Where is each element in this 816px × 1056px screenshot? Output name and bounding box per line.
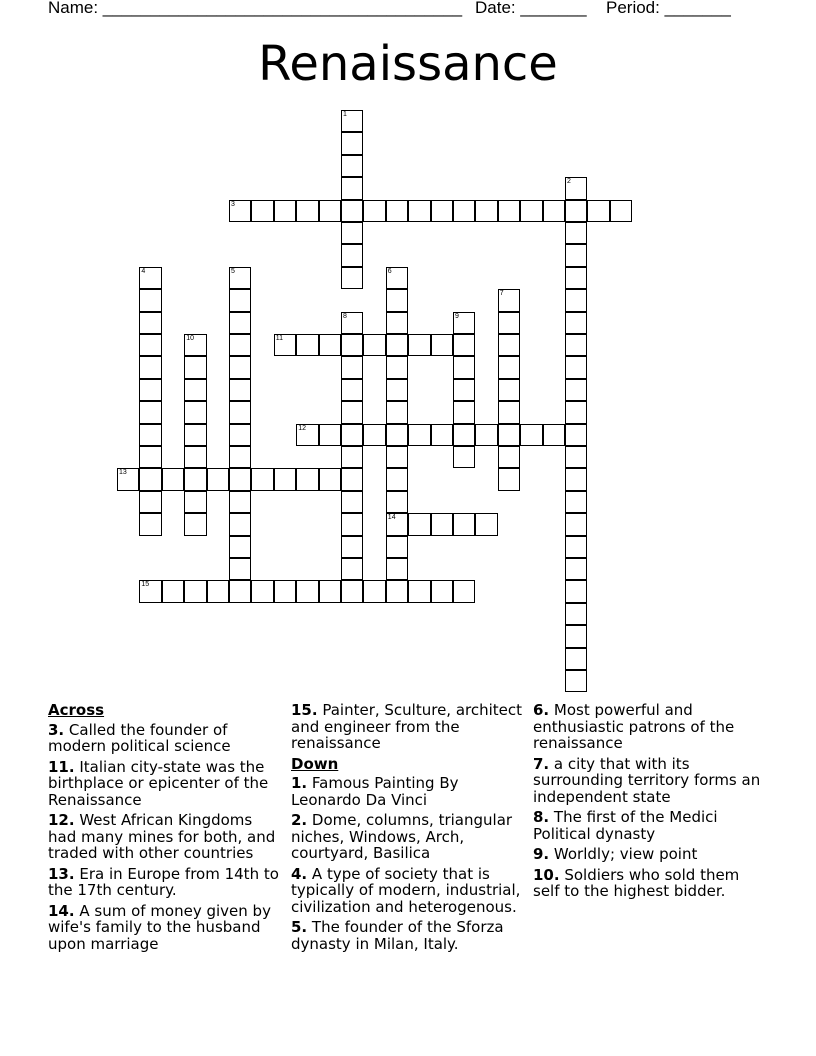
grid-cell[interactable] — [139, 468, 161, 490]
grid-cell[interactable] — [408, 424, 430, 446]
clue-number: 15 — [141, 581, 150, 589]
grid-cell[interactable] — [274, 468, 296, 490]
grid-cell[interactable] — [386, 356, 408, 378]
clue-number: 2 — [567, 178, 571, 186]
grid-cell[interactable] — [229, 379, 251, 401]
grid-cell[interactable] — [341, 267, 363, 289]
grid-cell[interactable] — [565, 468, 587, 490]
grid-cell[interactable] — [498, 312, 520, 334]
grid-cell[interactable] — [229, 580, 251, 602]
clue-across-11: 11. Italian city-state was the birthplace or epicenter of the Renaissance — [48, 757, 269, 809]
grid-cell[interactable] — [565, 536, 587, 558]
grid-cell[interactable] — [229, 424, 251, 446]
clue-number: 12 — [298, 424, 306, 432]
grid-cell[interactable] — [341, 558, 363, 580]
grid-cell[interactable] — [565, 670, 587, 692]
grid-cell[interactable] — [565, 558, 587, 580]
clue-across-13: 13. Era in Europe from 14th to the 17th century. — [48, 864, 279, 899]
grid-cell[interactable] — [139, 446, 161, 468]
grid-cell[interactable] — [139, 312, 161, 334]
grid-cell[interactable] — [408, 334, 430, 356]
clue-number: 7 — [499, 290, 504, 298]
grid-cell[interactable] — [184, 491, 206, 513]
grid-cell[interactable] — [543, 200, 565, 222]
period-field[interactable]: Period: _______ — [606, 0, 731, 17]
grid-cell[interactable] — [139, 401, 161, 423]
grid-cell[interactable] — [319, 424, 341, 446]
clue-number: 4 — [141, 267, 146, 275]
grid-cell[interactable] — [229, 267, 251, 289]
grid-cell[interactable] — [543, 424, 565, 446]
grid-cell[interactable] — [319, 580, 341, 602]
grid-cell[interactable] — [341, 468, 363, 490]
grid-cell[interactable] — [207, 468, 229, 490]
grid-cell[interactable] — [251, 580, 273, 602]
grid-cell[interactable] — [341, 401, 363, 423]
grid-cell[interactable] — [229, 334, 251, 356]
grid-cell[interactable] — [498, 468, 520, 490]
grid-cell[interactable] — [139, 334, 161, 356]
grid-cell[interactable] — [386, 200, 408, 222]
grid-cell[interactable] — [139, 580, 161, 602]
clue-column-3 — [533, 702, 769, 904]
grid-cell[interactable] — [565, 603, 587, 625]
grid-cell[interactable] — [341, 446, 363, 468]
grid-cell[interactable] — [139, 289, 161, 311]
grid-cell[interactable] — [162, 468, 184, 490]
grid-cell[interactable] — [229, 468, 251, 490]
grid-cell[interactable] — [363, 580, 385, 602]
grid-cell[interactable] — [610, 200, 632, 222]
grid-cell[interactable] — [296, 580, 318, 602]
grid-cell[interactable] — [363, 424, 385, 446]
grid-cell[interactable] — [184, 379, 206, 401]
grid-cell[interactable] — [139, 491, 161, 513]
grid-cell[interactable] — [386, 580, 408, 602]
grid-cell[interactable] — [363, 334, 385, 356]
clue-across-15: 15. Painter, Sculture, architect and engineer from the renaissance — [291, 701, 523, 752]
grid-cell[interactable] — [251, 468, 273, 490]
grid-cell[interactable] — [565, 513, 587, 535]
clue-column-2 — [291, 702, 527, 956]
grid-cell[interactable] — [341, 244, 363, 266]
grid-cell[interactable] — [139, 356, 161, 378]
name-field[interactable]: Name: ______________________________________ — [48, 0, 463, 17]
grid-cell[interactable] — [386, 379, 408, 401]
grid-cell[interactable] — [386, 267, 408, 289]
grid-cell[interactable] — [229, 446, 251, 468]
grid-cell[interactable] — [341, 379, 363, 401]
grid-cell[interactable] — [229, 491, 251, 513]
grid-cell[interactable] — [453, 379, 475, 401]
grid-cell[interactable] — [431, 580, 453, 602]
grid-cell[interactable] — [565, 244, 587, 266]
grid-cell[interactable] — [565, 648, 587, 670]
grid-cell[interactable] — [498, 401, 520, 423]
grid-cell[interactable] — [341, 155, 363, 177]
grid-cell[interactable] — [565, 491, 587, 513]
grid-cell[interactable] — [184, 580, 206, 602]
grid-cell[interactable] — [296, 334, 318, 356]
clue-number: 6 — [387, 267, 392, 275]
grid-cell[interactable] — [565, 289, 587, 311]
grid-cell[interactable] — [319, 334, 341, 356]
grid-cell[interactable] — [229, 356, 251, 378]
grid-cell[interactable] — [565, 580, 587, 602]
down-heading: Down — [291, 754, 339, 773]
grid-cell[interactable] — [229, 558, 251, 580]
clue-number: 10 — [186, 335, 194, 342]
grid-cell[interactable] — [498, 379, 520, 401]
grid-cell[interactable] — [341, 200, 363, 222]
grid-cell[interactable] — [341, 580, 363, 602]
grid-cell[interactable] — [453, 356, 475, 378]
grid-cell[interactable] — [431, 513, 453, 535]
grid-cell[interactable] — [453, 200, 475, 222]
clue-down-4: 4. A type of society that is typically of modern, industrial, civilization and heterogenous. — [291, 864, 521, 916]
clue-number: 14 — [387, 514, 396, 522]
grid-cell[interactable] — [319, 200, 341, 222]
grid-cell[interactable] — [341, 334, 363, 356]
grid-cell[interactable] — [184, 446, 206, 468]
grid-cell[interactable] — [184, 468, 206, 490]
grid-cell[interactable] — [341, 356, 363, 378]
grid-cell[interactable] — [386, 334, 408, 356]
grid-cell[interactable] — [184, 401, 206, 423]
grid-cell[interactable] — [453, 401, 475, 423]
grid-cell[interactable] — [386, 491, 408, 513]
grid-cell[interactable] — [565, 312, 587, 334]
grid-cell[interactable] — [341, 222, 363, 244]
across-heading: Across — [48, 701, 105, 719]
grid-cell[interactable] — [431, 334, 453, 356]
grid-cell[interactable] — [162, 580, 184, 602]
grid-cell[interactable] — [565, 200, 587, 222]
clue-down-7: 7. a city that with its surrounding territory forms an independent state — [533, 754, 761, 806]
grid-cell[interactable] — [565, 424, 587, 446]
grid-cell[interactable] — [565, 334, 587, 356]
clue-down-6: 6. Most powerful and enthusiastic patrons of the renaissance — [533, 701, 735, 752]
grid-cell[interactable] — [453, 580, 475, 602]
grid-cell[interactable] — [139, 424, 161, 446]
grid-cell[interactable] — [229, 513, 251, 535]
grid-cell[interactable] — [386, 401, 408, 423]
grid-cell[interactable] — [520, 424, 542, 446]
grid-cell[interactable] — [341, 177, 363, 199]
grid-cell[interactable] — [475, 200, 497, 222]
grid-cell[interactable] — [274, 200, 296, 222]
clue-down-2: 2. Dome, columns, triangular niches, Windows, Arch, courtyard, Basilica — [291, 811, 513, 862]
grid-cell[interactable] — [431, 200, 453, 222]
grid-cell[interactable] — [498, 334, 520, 356]
grid-cell[interactable] — [184, 513, 206, 535]
clue-across-14: 14. A sum of money given by wife's family to the husband upon marriage — [48, 901, 271, 953]
grid-cell[interactable] — [565, 267, 587, 289]
grid-cell[interactable] — [386, 312, 408, 334]
puzzle-title: Renaissance — [258, 36, 558, 92]
grid-cell[interactable] — [386, 446, 408, 468]
clue-across-12: 12. West African Kingdoms had many mines for both, and traded with other countries — [48, 811, 276, 862]
grid-cell[interactable] — [229, 536, 251, 558]
grid-cell[interactable] — [184, 424, 206, 446]
grid-cell[interactable] — [565, 356, 587, 378]
clue-number: 3 — [231, 200, 235, 208]
clue-number: 13 — [119, 469, 127, 477]
clue-number: 5 — [231, 267, 235, 275]
clue-number: 8 — [343, 312, 347, 320]
grid-cell[interactable] — [565, 177, 587, 199]
grid-cell[interactable] — [453, 446, 475, 468]
grid-cell[interactable] — [565, 379, 587, 401]
clue-column-1 — [48, 702, 284, 956]
grid-cell[interactable] — [229, 289, 251, 311]
grid-cell[interactable] — [453, 513, 475, 535]
grid-cell[interactable] — [207, 580, 229, 602]
grid-cell[interactable] — [565, 446, 587, 468]
clue-down-9: 9. Worldly; view point — [533, 845, 698, 863]
grid-cell[interactable] — [341, 424, 363, 446]
grid-cell[interactable] — [139, 513, 161, 535]
grid-cell[interactable] — [296, 424, 318, 446]
clue-number: 9 — [455, 312, 459, 320]
grid-cell[interactable] — [139, 267, 161, 289]
grid-cell[interactable] — [341, 513, 363, 535]
grid-cell[interactable] — [274, 580, 296, 602]
clue-down-10: 10. Soldiers who sold them self to the highest bidder. — [533, 865, 740, 900]
grid-cell[interactable] — [229, 200, 251, 222]
grid-cell[interactable] — [453, 334, 475, 356]
grid-cell[interactable] — [319, 468, 341, 490]
date-field[interactable]: Date: _______ — [475, 0, 587, 17]
grid-cell[interactable] — [251, 200, 273, 222]
grid-cell[interactable] — [453, 312, 475, 334]
grid-cell[interactable] — [587, 200, 609, 222]
grid-cell[interactable] — [386, 558, 408, 580]
grid-cell[interactable] — [229, 312, 251, 334]
grid-cell[interactable] — [431, 424, 453, 446]
grid-cell[interactable] — [565, 401, 587, 423]
grid-cell[interactable] — [386, 468, 408, 490]
grid-cell[interactable] — [341, 312, 363, 334]
grid-cell[interactable] — [139, 379, 161, 401]
clue-down-5: 5. The founder of the Sforza dynasty in Milan, Italy. — [291, 918, 504, 953]
grid-cell[interactable] — [341, 132, 363, 154]
grid-cell[interactable] — [386, 424, 408, 446]
grid-cell[interactable] — [475, 424, 497, 446]
grid-cell[interactable] — [565, 222, 587, 244]
grid-cell[interactable] — [498, 446, 520, 468]
grid-cell[interactable] — [453, 424, 475, 446]
grid-cell[interactable] — [386, 536, 408, 558]
grid-cell[interactable] — [117, 468, 139, 490]
grid-cell[interactable] — [363, 200, 385, 222]
grid-cell[interactable] — [520, 200, 542, 222]
grid-cell[interactable] — [341, 491, 363, 513]
grid-cell[interactable] — [341, 110, 363, 132]
clue-number: 11 — [275, 335, 284, 342]
grid-cell[interactable] — [408, 513, 430, 535]
grid-cell[interactable] — [498, 200, 520, 222]
grid-cell[interactable] — [341, 536, 363, 558]
clue-number: 1 — [343, 111, 347, 118]
clue-across-3: 3. Called the founder of modern political science — [48, 720, 231, 755]
grid-cell[interactable] — [296, 468, 318, 490]
grid-cell[interactable] — [386, 289, 408, 311]
clue-down-8: 8. The first of the Medici Political dynasty — [533, 808, 718, 843]
grid-cell[interactable] — [184, 356, 206, 378]
grid-cell[interactable] — [408, 580, 430, 602]
grid-cell[interactable] — [386, 513, 408, 535]
grid-cell[interactable] — [498, 356, 520, 378]
grid-cell[interactable] — [408, 200, 430, 222]
grid-cell[interactable] — [498, 424, 520, 446]
grid-cell[interactable] — [498, 289, 520, 311]
clue-down-1: 1. Famous Painting By Leonardo Da Vinci — [291, 774, 459, 809]
grid-cell[interactable] — [296, 200, 318, 222]
grid-cell[interactable] — [274, 334, 296, 356]
grid-cell[interactable] — [475, 513, 497, 535]
grid-cell[interactable] — [565, 625, 587, 647]
grid-cell[interactable] — [184, 334, 206, 356]
grid-cell[interactable] — [229, 401, 251, 423]
